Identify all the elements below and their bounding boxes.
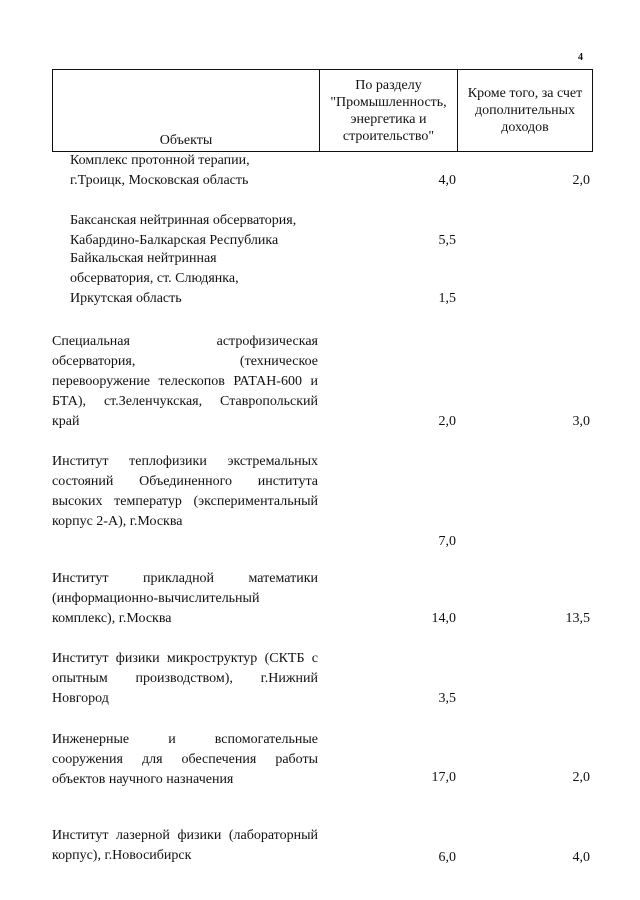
- page-number: 4: [578, 52, 583, 63]
- object-name: Институт прикладной математики (информационно-вычислительный комплекс), г.Москва: [52, 571, 318, 626]
- additional-income-header-label: Кроме того, за счет дополнительных доходов: [467, 86, 583, 135]
- object-name: Институт лазерной физики (лабораторный корпус), г.Новосибирск: [52, 828, 318, 863]
- additional-value: 2,0: [572, 770, 590, 785]
- section-value: 2,0: [438, 414, 456, 429]
- section-value: 4,0: [438, 173, 456, 188]
- section-value: 6,0: [438, 850, 456, 865]
- additional-value: 13,5: [565, 611, 590, 626]
- object-name: Комплекс протонной терапии, г.Троицк, Московская область: [70, 153, 250, 188]
- object-name: Институт физики микроструктур (СКТБ с опытным производством), г.Нижний Новгород: [52, 651, 318, 706]
- additional-value: 3,0: [572, 414, 590, 429]
- additional-value: 4,0: [572, 850, 590, 865]
- object-name: Специальная астрофизическая обсерватория, (техническое перевооружение телескопов РАТАН-600 и БТА), ст.Зеленчукская, Ставропольский край: [52, 334, 318, 429]
- section-header-label: По разделу "Промышленность, энергетика и строительство": [330, 77, 447, 144]
- section-value: 5,5: [438, 233, 456, 248]
- object-name: Баксанская нейтринная обсерватория, Кабардино-Балкарская Республика: [70, 213, 297, 248]
- section-value: 14,0: [431, 611, 456, 626]
- additional-value: 2,0: [572, 173, 590, 188]
- section-value: 1,5: [438, 291, 456, 306]
- object-name: Байкальская нейтринная обсерватория, ст. Слюдянка, Иркутская область: [70, 251, 239, 306]
- objects-header-label: Объекты: [159, 133, 213, 148]
- object-name: Инженерные и вспомогательные сооружения для обеспечения работы объектов научного назначения: [52, 732, 318, 787]
- section-value: 7,0: [438, 534, 456, 549]
- section-value: 17,0: [431, 770, 456, 785]
- object-name: Институт теплофизики экстремальных состояний Объединенного института высоких температур (экспериментальный корпус 2-А), г.Москва: [52, 454, 318, 529]
- section-value: 3,5: [438, 691, 456, 706]
